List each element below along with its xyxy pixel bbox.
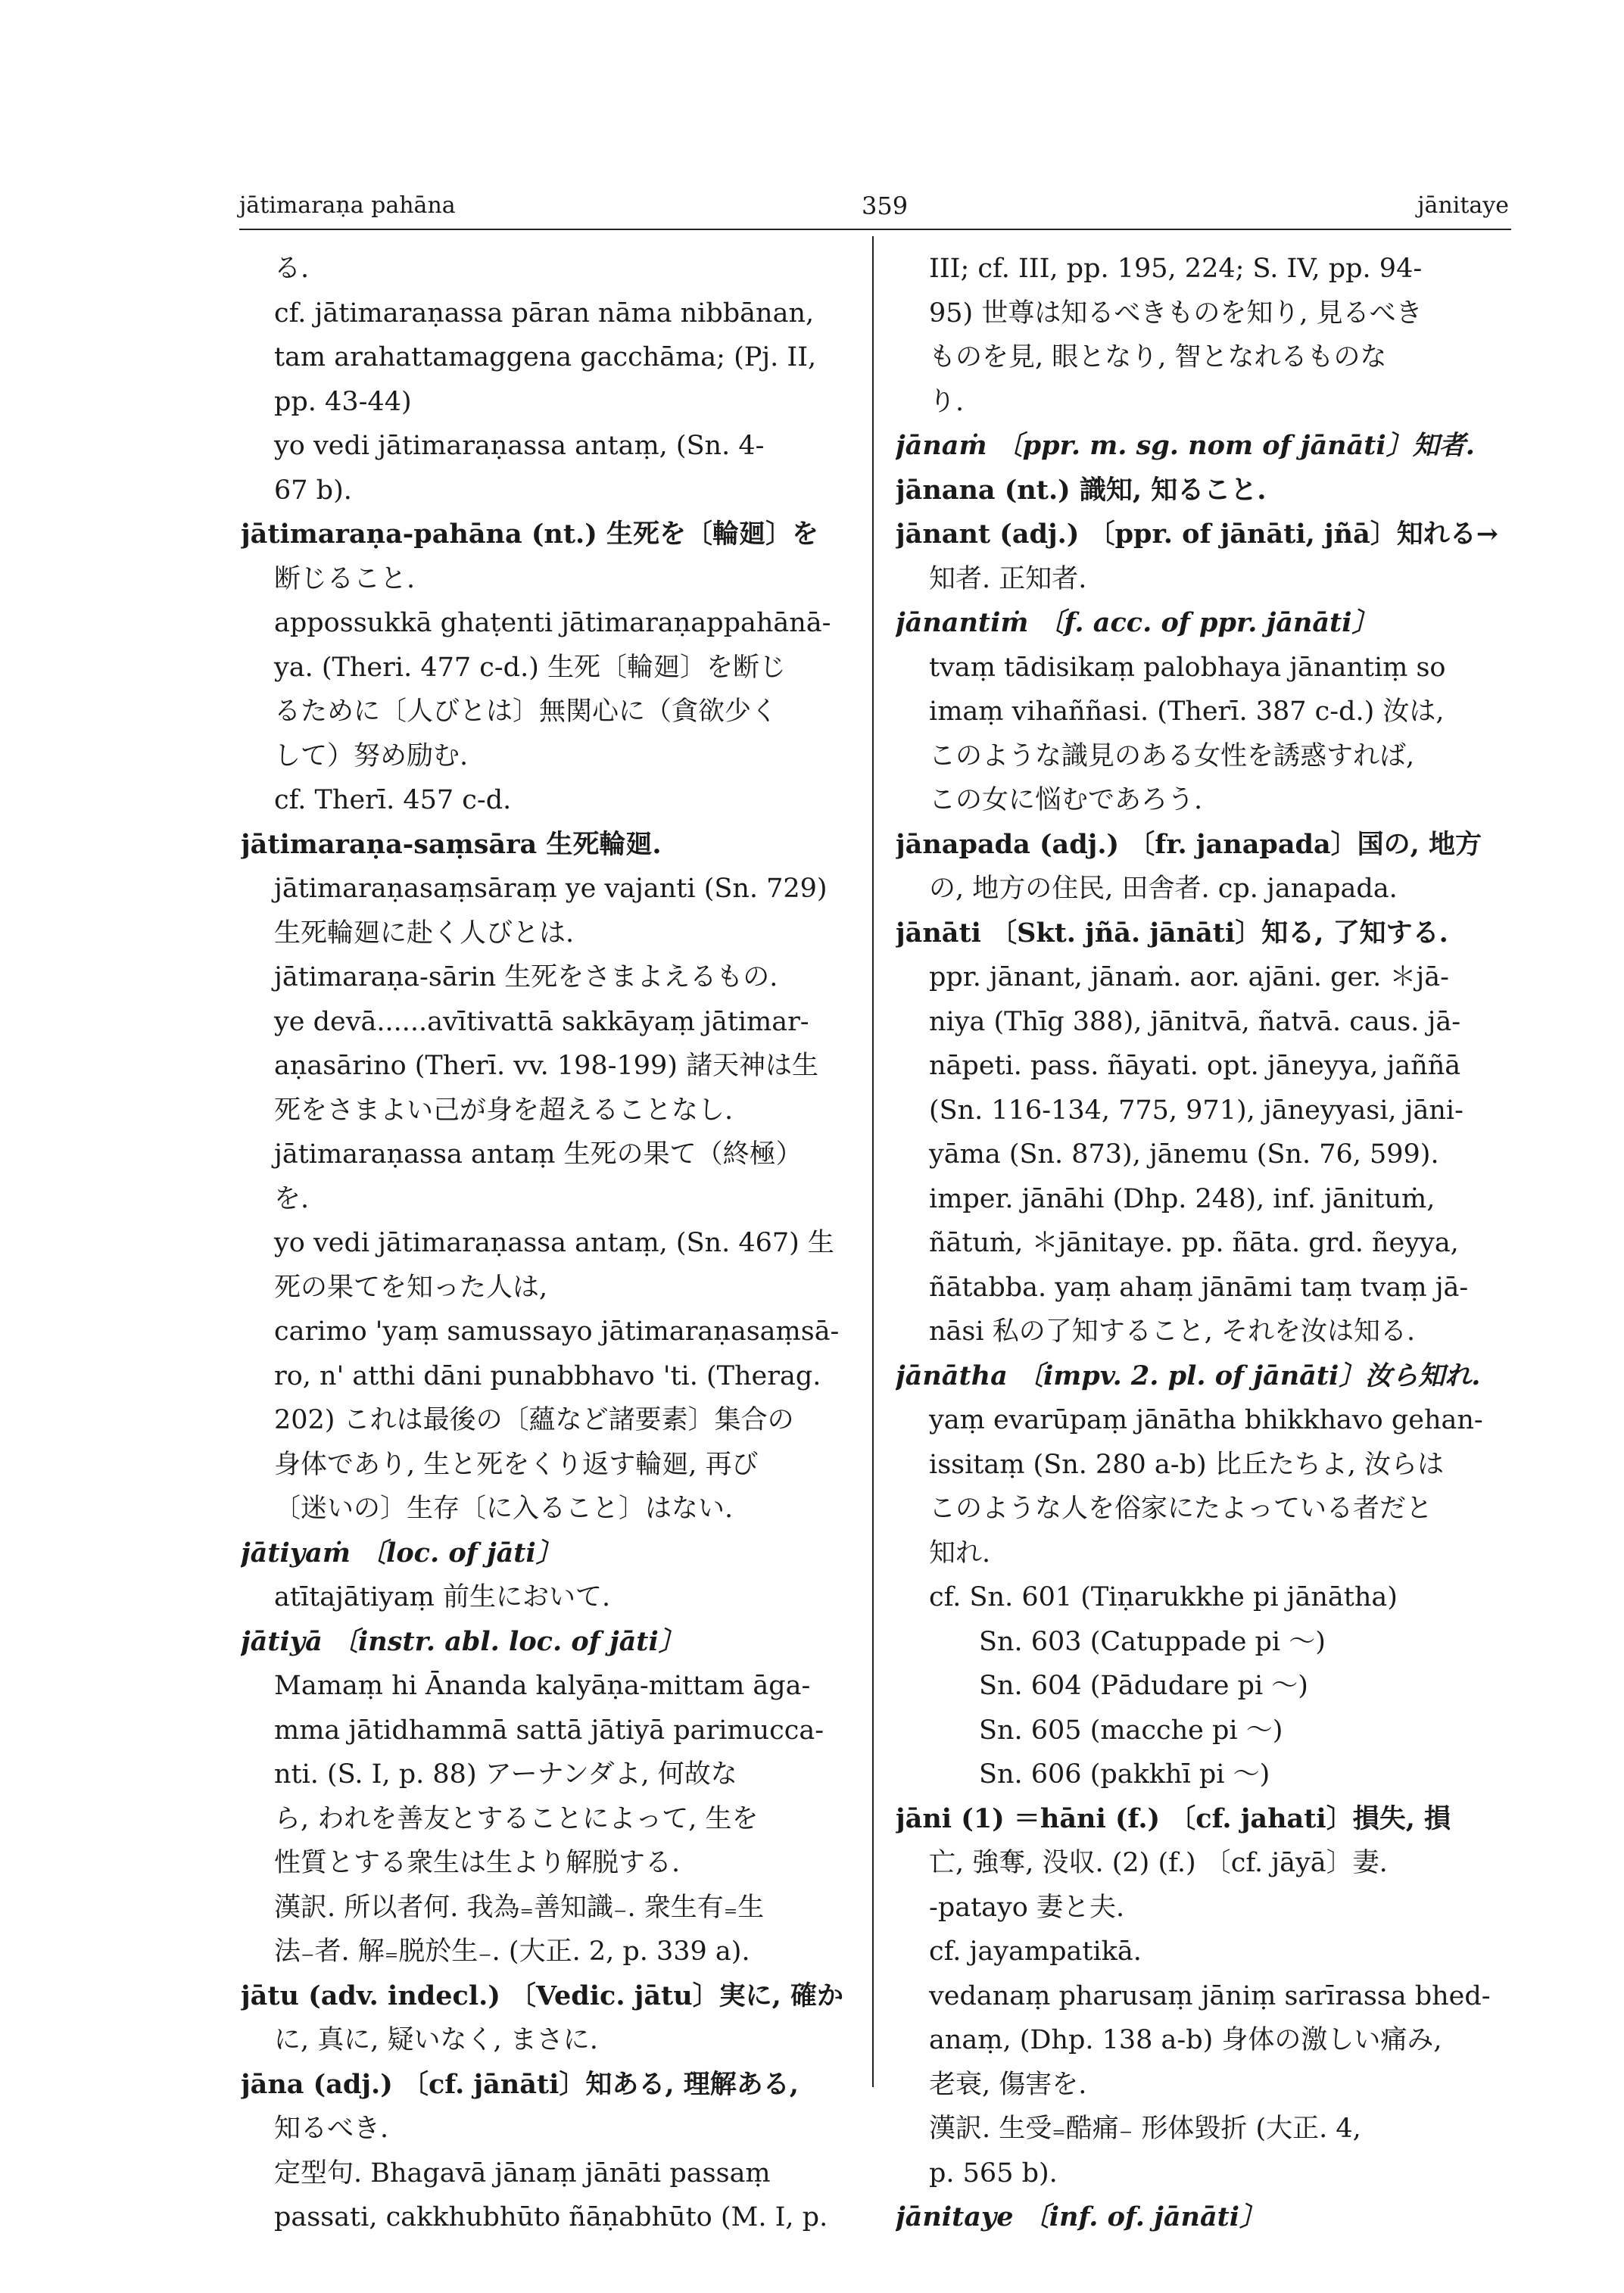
entry-line: 法₋者. 解₌脱於生₋. (大正. 2, p. 339 a). <box>274 1936 750 1967</box>
entry-headline: jātiyā 〔instr. abl. loc. of jāti〕 <box>241 1625 685 1657</box>
entry-headline: jānaṁ 〔ppr. m. sg. nom of jānāti〕知者. <box>896 430 1475 461</box>
entry-line: jātimaraṇa-sārin 生死をさまよえるもの. <box>274 962 778 992</box>
entry-line: Sn. 605 (macche pi ～) <box>979 1715 1283 1746</box>
entry-headline: jātiyaṁ 〔loc. of jāti〕 <box>241 1537 563 1569</box>
entry-line: niya (Thīg 388), jānitvā, ñatvā. caus. jā- <box>929 1006 1461 1037</box>
entry-line: 老衰, 傷害を. <box>929 2069 1087 2100</box>
entry-line: nāpeti. pass. ñāyati. opt. jāneyya, jaññā <box>929 1051 1461 1081</box>
entry-line: ら, われを善友とすることによって, 生を <box>274 1803 759 1834</box>
entry-line: yāma (Sn. 873), jānemu (Sn. 76, 599). <box>929 1139 1439 1170</box>
entry-line: vedanaṃ pharusaṃ jāniṃ sarīrassa bhed- <box>929 1980 1491 2011</box>
entry-headline: jātimaraṇa-pahāna (nt.) 生死を〔輪廻〕を <box>241 519 818 550</box>
header-first-entry: jātimaraṇa pahāna <box>239 192 456 219</box>
entry-line: tvaṃ tādisikaṃ palobhaya jānantiṃ so <box>929 652 1446 683</box>
entry-line: cf. Sn. 601 (Tiṇarukkhe pi jānātha) <box>929 1582 1398 1612</box>
entry-line: mma jātidhammā sattā jātiyā parimucca- <box>274 1715 824 1746</box>
entry-line: の, 地方の住民, 田舎者. cp. janapada. <box>929 874 1398 904</box>
entry-line: yo vedi jātimaraṇassa antaṃ, (Sn. 467) 生 <box>274 1228 834 1258</box>
entry-line: ものを見, 眼となり, 智となれるものな <box>929 342 1387 372</box>
entry-headline: jānana (nt.) 識知, 知ること. <box>896 474 1267 506</box>
entry-line: 漢訳. 生受₌酷痛₋ 形体毀折 (大正. 4, <box>929 2114 1361 2144</box>
entry-line: ya. (Theri. 477 c-d.) 生死〔輪廻〕を断じ <box>274 652 786 683</box>
entry-line: nti. (S. I, p. 88) アーナンダよ, 何故な <box>274 1759 737 1790</box>
entry-headline: jātimaraṇa-saṃsāra 生死輪廻. <box>241 828 662 860</box>
entry-line: 95) 世尊は知るべきものを知り, 見るべき <box>929 298 1423 329</box>
entry-line: 断じること. <box>274 563 416 594</box>
entry-line: cf. jayampatikā. <box>929 1936 1142 1967</box>
entry-line: 〔迷いの〕生存〔に入ること〕はない. <box>274 1494 734 1524</box>
entry-headline: jānantiṁ 〔f. acc. of ppr. jānāti〕 <box>896 607 1379 638</box>
entry-line: ñātuṁ, ＊jānitaye. pp. ñāta. grd. ñeyya, <box>929 1228 1459 1258</box>
entry-line: -patayo 妻と夫. <box>929 1892 1125 1923</box>
entry-line: 定型句. Bhagavā jānaṃ jānāti passaṃ <box>274 2157 771 2189</box>
entry-line: imper. jānāhi (Dhp. 248), inf. jānituṁ, <box>929 1183 1435 1214</box>
entry-headline: jāna (adj.) 〔cf. jānāti〕知ある, 理解ある, <box>241 2068 799 2100</box>
entry-line: を. <box>274 1183 310 1214</box>
entry-headline: jānāti 〔Skt. jñā. jānāti〕知る, 了知する. <box>896 917 1448 949</box>
entry-line: jātimaraṇasaṃsāraṃ ye vajanti (Sn. 729) <box>274 874 828 904</box>
entry-line: carimo 'yaṃ samussayo jātimaraṇasaṃsā- <box>274 1316 840 1347</box>
entry-line: 202) これは最後の〔蘊など諸要素〕集合の <box>274 1405 794 1435</box>
entry-line: yo vedi jātimaraṇassa antaṃ, (Sn. 4- <box>274 431 765 461</box>
entry-line: このような識見のある女性を誘惑すれば, <box>929 740 1415 771</box>
entry-line: pp. 43-44) <box>274 386 412 417</box>
header-last-entry: jānitaye <box>1417 192 1509 219</box>
entry-line: 知者. 正知者. <box>929 563 1087 594</box>
entry-line: Sn. 606 (pakkhī pi ～) <box>979 1759 1270 1790</box>
entry-line: appossukkā ghaṭenti jātimaraṇappahānā- <box>274 608 831 638</box>
entry-line: jātimaraṇassa antaṃ 生死の果て（終極） <box>274 1139 803 1170</box>
entry-headline: jāni (1) ＝hāni (f.) 〔cf. jahati〕損失, 損 <box>896 1802 1451 1834</box>
entry-line: ro, n' atthi dāni punabbhavo 'ti. (Therag. <box>274 1360 821 1391</box>
entry-line: (Sn. 116-134, 775, 971), jāneyyasi, jāni- <box>929 1095 1463 1126</box>
entry-line: passati, cakkhubhūto ñāṇabhūto (M. I, p. <box>274 2202 828 2232</box>
entry-line: 性質とする衆生は生より解脱する. <box>274 1848 681 1878</box>
entry-line: imaṃ vihaññasi. (Therī. 387 c-d.) 汝は, <box>929 696 1445 727</box>
entry-line: 67 b). <box>274 475 352 506</box>
entry-line: cf. jātimaraṇassa pāran nāma nibbānan, <box>274 298 815 329</box>
entry-headline: jānapada (adj.) 〔fr. janapada〕国の, 地方 <box>896 828 1482 860</box>
entry-line: 死の果てを知った人は, <box>274 1272 548 1303</box>
entry-line: 知れ. <box>929 1537 991 1569</box>
right-column <box>896 247 1509 2240</box>
entry-line: 生死輪廻に赴く人びとは. <box>274 918 575 949</box>
entry-line: して）努め励む. <box>274 740 469 771</box>
entry-line: る. <box>274 254 310 284</box>
entry-line: ppr. jānant, jānaṁ. aor. ajāni. ger. ＊jā- <box>929 962 1449 992</box>
entry-headline: jānātha 〔impv. 2. pl. of jānāti〕汝ら知れ. <box>896 1360 1481 1391</box>
entry-line: tam arahattamaggena gacchāma; (Pj. II, <box>274 342 817 372</box>
entry-line: issitaṃ (Sn. 280 a-b) 比丘たちよ, 汝らは <box>929 1449 1445 1480</box>
entry-line: cf. Therī. 457 c-d. <box>274 785 512 815</box>
entry-line: 亡, 強奪, 没収. (2) (f.) 〔cf. jāyā〕妻. <box>929 1848 1388 1878</box>
entry-headline: jānant (adj.) 〔ppr. of jānāti, jñā〕知れる→ <box>896 519 1499 550</box>
column-divider <box>872 236 874 2087</box>
entry-line: 死をさまよい己が身を超えることなし. <box>274 1095 734 1126</box>
entry-line: ye devā......avītivattā sakkāyaṃ jātimar- <box>274 1006 809 1037</box>
entry-line: るために〔人びとは〕無関心に（貪欲少く <box>274 696 778 727</box>
entry-line: nāsi 私の了知すること, それを汝は知る. <box>929 1316 1416 1347</box>
entry-line: anaṃ, (Dhp. 138 a-b) 身体の激しい痛み, <box>929 2025 1442 2055</box>
entry-headline: jānitaye 〔inf. of. jānāti〕 <box>896 2201 1267 2232</box>
entry-line: に, 真に, 疑いなく, まさに. <box>274 2025 598 2055</box>
entry-line: Sn. 604 (Pādudare pi ～) <box>979 1671 1308 1701</box>
entry-line: p. 565 b). <box>929 2157 1058 2189</box>
header-rule <box>239 229 1511 230</box>
left-column <box>241 247 854 2240</box>
entry-line: Mamaṃ hi Ānanda kalyāṇa-mittam āga- <box>274 1671 811 1701</box>
entry-line: 漢訳. 所以者何. 我為₌善知識₋. 衆生有₌生 <box>274 1892 765 1923</box>
entry-line: aṇasārino (Therī. vv. 198-199) 諸天神は生 <box>274 1051 819 1081</box>
entry-headline: jātu (adv. indecl.) 〔Vedic. jātu〕実に, 確か <box>241 1980 844 2011</box>
page-number: 359 <box>862 192 909 220</box>
entry-line: yaṃ evarūpaṃ jānātha bhikkhavo gehan- <box>929 1405 1483 1435</box>
entry-line: り. <box>929 386 965 417</box>
entry-line: この女に悩むであろう. <box>929 785 1203 815</box>
entry-line: ñātabba. yaṃ ahaṃ jānāmi taṃ tvaṃ jā- <box>929 1272 1469 1303</box>
entry-line: 知るべき. <box>274 2114 389 2144</box>
entry-line: 身体であり, 生と死をくり返す輪廻, 再び <box>274 1449 759 1480</box>
entry-line: atītajātiyaṃ 前生において. <box>274 1582 611 1612</box>
entry-line: このような人を俗家にたよっている者だと <box>929 1494 1433 1524</box>
running-header <box>0 191 1624 227</box>
entry-line: III; cf. III, pp. 195, 224; S. IV, pp. 94- <box>929 254 1423 284</box>
entry-line: Sn. 603 (Catuppade pi ～) <box>979 1626 1326 1657</box>
